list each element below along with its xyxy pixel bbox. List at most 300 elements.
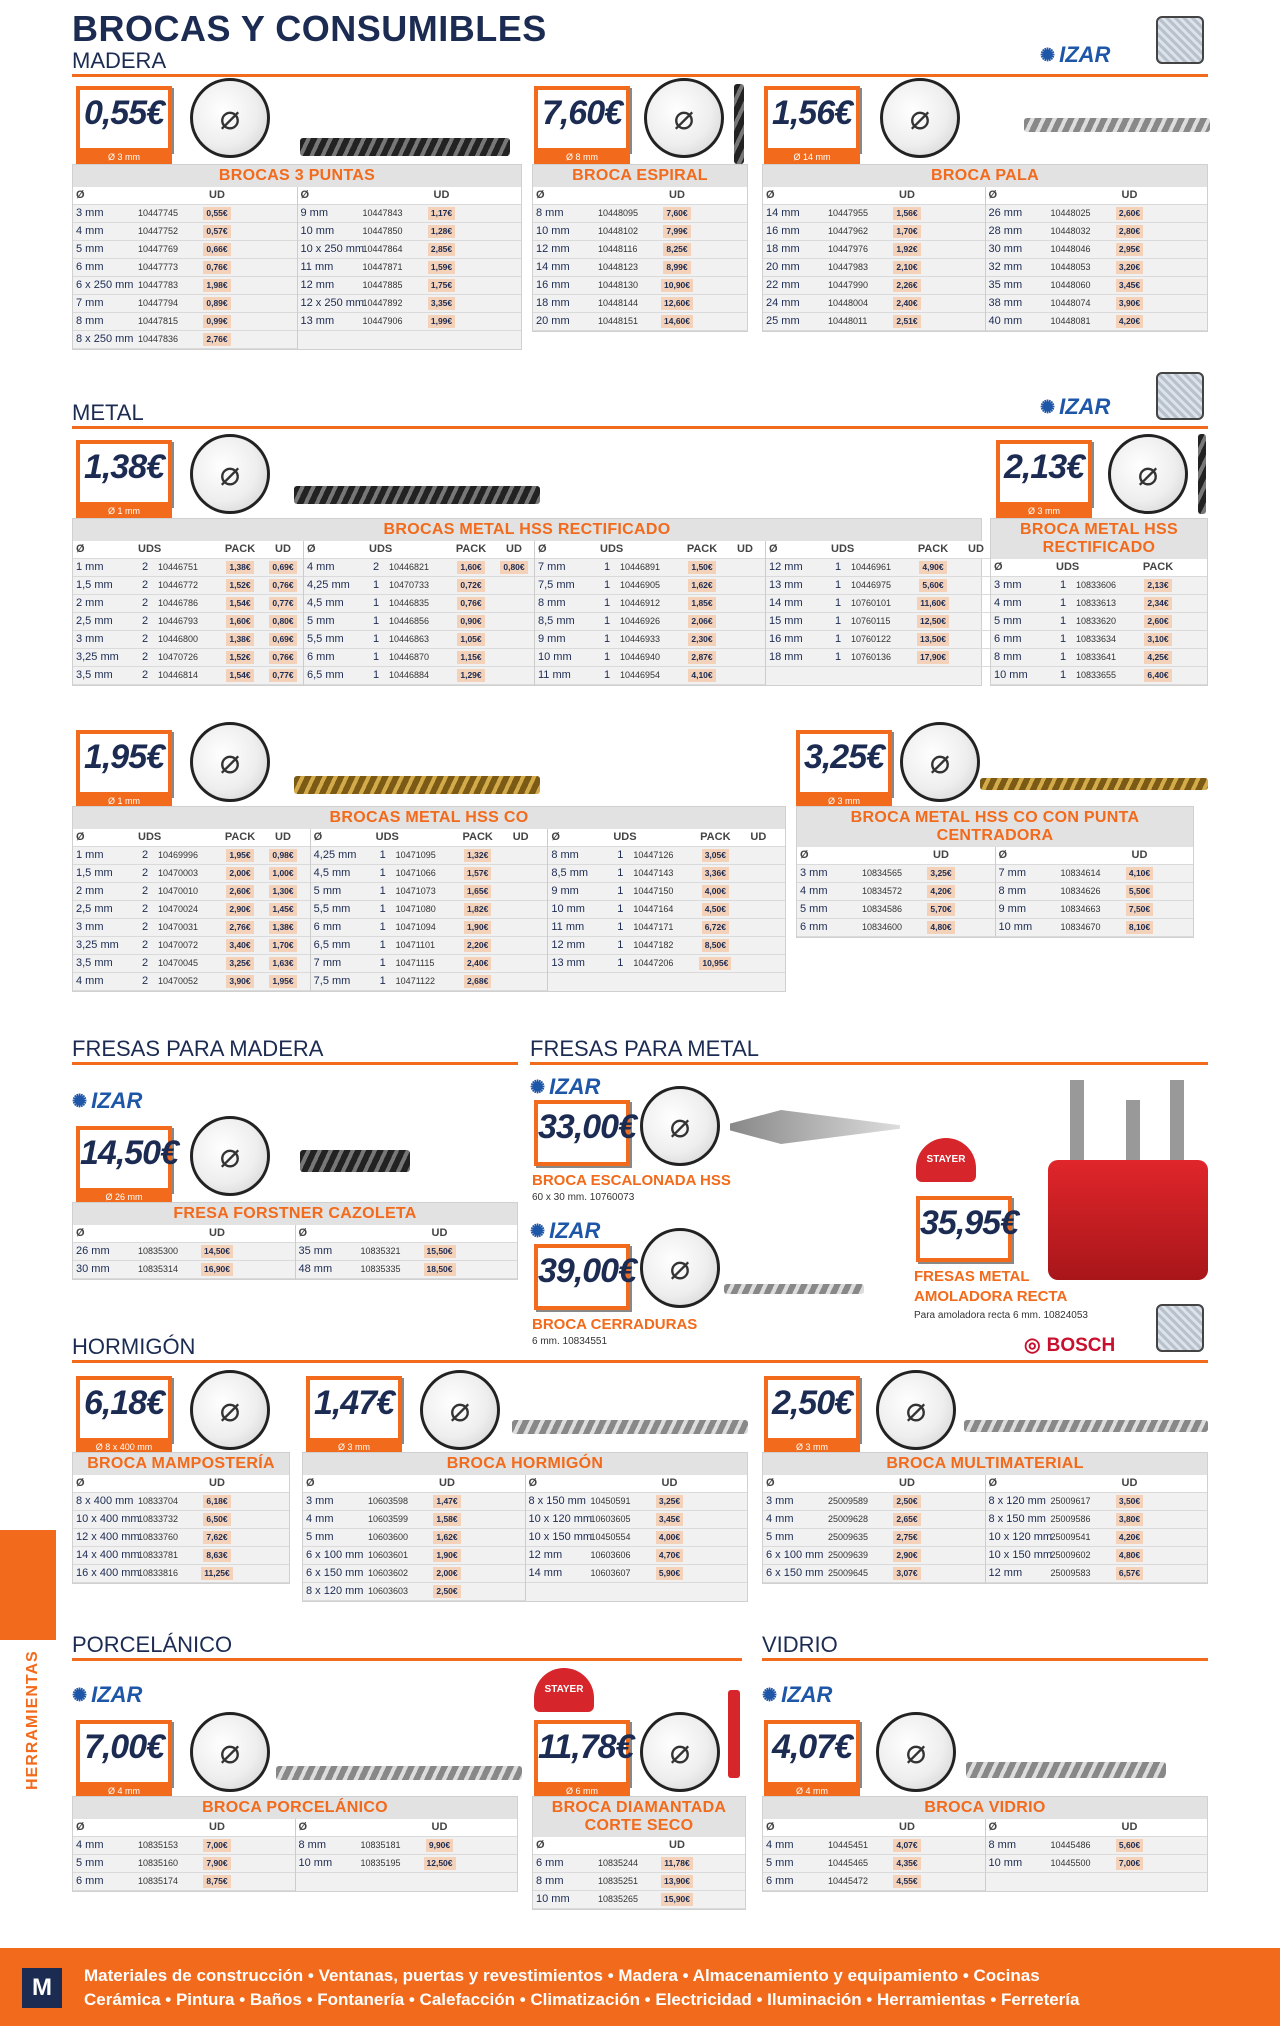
table-header	[303, 1475, 525, 1493]
table-row	[986, 1547, 1208, 1565]
price-value: 0,77€	[269, 669, 296, 682]
cell-ud	[420, 1837, 460, 1854]
cell-ref: 10833641	[1076, 652, 1117, 662]
price-value: 1,50€	[688, 561, 715, 574]
header-diameter: Ø	[994, 561, 1003, 573]
header-ref	[617, 541, 679, 558]
cell-diameter: 9 mm	[538, 633, 566, 645]
cell-ref: 10835181	[360, 1840, 401, 1850]
table-row	[986, 241, 1208, 259]
table-column	[73, 187, 298, 349]
cell-ud	[887, 1511, 927, 1528]
diamond-bit-icon: ⌀	[640, 1712, 720, 1792]
table-header	[986, 187, 1208, 205]
cell-uds: 1	[617, 939, 624, 951]
concrete-bit-image	[512, 1420, 748, 1434]
cell-ref: 25009602	[1050, 1550, 1091, 1560]
price-value: 2,60€	[1116, 207, 1143, 220]
cell-ud	[263, 901, 303, 918]
table-hss-rectificado	[72, 518, 982, 686]
table-row	[526, 1529, 748, 1547]
price-value: 1,60€	[457, 561, 484, 574]
cell-ud	[427, 1565, 467, 1582]
table-row	[304, 667, 534, 685]
cell-ud	[887, 1547, 927, 1564]
table-row	[763, 241, 985, 259]
cell-diameter: 6 mm	[76, 1875, 104, 1887]
cell-ud	[263, 559, 303, 576]
price-value: 14,50€	[201, 1245, 233, 1258]
table-header	[763, 1819, 985, 1837]
cell-diameter: 12 mm	[536, 243, 570, 255]
price-value: 2,34€	[1144, 597, 1171, 610]
table-row	[991, 595, 1207, 613]
price-value: 4,80€	[927, 921, 954, 934]
cell-ref: 10446835	[389, 598, 430, 608]
cell-diameter: 24 mm	[766, 297, 800, 309]
price-value: 0,57€	[203, 225, 230, 238]
cell-ud	[887, 223, 927, 240]
cell-ref: 10448004	[828, 298, 869, 308]
cell-ud	[1110, 1529, 1150, 1546]
izar-logo: ✺ IZAR	[1040, 394, 1111, 419]
table-title: BROCA PORCELÁNICO	[73, 1797, 517, 1819]
cell-ref: 10447206	[633, 958, 674, 968]
table-row	[766, 559, 996, 577]
table-column	[73, 829, 311, 991]
cell-ref: 10835244	[598, 1858, 639, 1868]
cell-ud	[725, 649, 765, 666]
cell-pack	[679, 667, 725, 684]
price-value: 14,60€	[661, 315, 693, 328]
header-pack: PACK	[224, 543, 256, 555]
cell-diameter: 14 mm	[536, 261, 570, 273]
cell-ud	[725, 667, 765, 684]
price-tag: 1,95€ Ø 1 mm	[76, 730, 172, 796]
product-label: FRESAS METAL	[914, 1268, 1030, 1285]
table-row	[548, 883, 785, 901]
header-diameter: Ø	[528, 1477, 538, 1489]
cell-ref: 10448011	[828, 316, 868, 326]
stayer-logo: STAYER	[534, 1668, 594, 1712]
header-pack: PACK	[686, 543, 718, 555]
table-row	[797, 883, 995, 901]
price-value: 0,69€	[269, 633, 296, 646]
cell-uds: 1	[834, 597, 842, 609]
price-value: 0,69€	[269, 561, 296, 574]
cell-ud	[197, 259, 237, 276]
cell-ud	[197, 1873, 237, 1890]
table-row	[298, 295, 522, 313]
cell-diameter: 6 mm	[536, 1857, 564, 1869]
star-icon: ✺	[762, 1684, 778, 1705]
cell-pack	[448, 613, 494, 630]
cell-ud	[494, 577, 534, 594]
cell-diameter: 2 mm	[76, 885, 104, 897]
price-value: 0,66€	[203, 243, 230, 256]
table-row	[73, 241, 297, 259]
twist-bit-icon: ⌀	[1108, 434, 1188, 514]
table-header	[526, 1475, 748, 1493]
wood-material-icon	[1156, 16, 1204, 64]
table-columns	[73, 1225, 517, 1279]
cell-ref: 10446856	[389, 616, 430, 626]
header-uds: UDS	[138, 831, 162, 843]
section-madera: MADERA	[72, 48, 167, 73]
cell-ref: 10447143	[633, 868, 674, 878]
header-uds: UDS	[375, 831, 399, 843]
price-value: 3,25€	[656, 1495, 683, 1508]
cell-ud	[263, 847, 303, 864]
cell-diameter: 1 mm	[76, 561, 104, 573]
table-row	[766, 613, 996, 631]
cell-ud	[1110, 241, 1150, 258]
cell-ref: 10833704	[138, 1496, 179, 1506]
table-row	[991, 613, 1207, 631]
cell-diameter: 7,5 mm	[313, 975, 351, 987]
cell-ud	[1110, 1837, 1150, 1854]
cell-diameter: 11 mm	[300, 261, 334, 273]
cell-uds: 1	[1059, 615, 1067, 627]
price-value: 8,63€	[203, 1549, 230, 1562]
cell-diameter: 4,25 mm	[313, 849, 357, 861]
price-value: 3,50€	[1116, 1495, 1143, 1508]
table-row	[73, 1243, 295, 1261]
table-row	[986, 313, 1208, 331]
table-columns	[73, 541, 984, 685]
cell-diameter: 4 mm	[307, 561, 335, 573]
cell-diameter: 16 mm	[536, 279, 570, 291]
table-brocas-3-puntas	[72, 164, 522, 350]
price-value: 1,70€	[893, 225, 920, 238]
step-bit-icon: ⌀	[640, 1086, 720, 1166]
cell-ref: 10447794	[138, 298, 179, 308]
cell-ud	[427, 1493, 467, 1510]
table-row	[73, 259, 297, 277]
header-ud: UD	[737, 543, 753, 555]
table-row	[763, 1529, 985, 1547]
table-row	[766, 649, 996, 667]
cell-ref: 10447990	[828, 280, 869, 290]
cell-diameter: 7 mm	[76, 297, 104, 309]
cell-ud	[725, 631, 765, 648]
price-value: 3,05€	[702, 849, 729, 862]
burr-set-case	[1048, 1160, 1208, 1280]
table-row	[533, 1891, 745, 1909]
cell-uds: 1	[834, 615, 842, 627]
cell-ud	[427, 1547, 467, 1564]
table-row	[311, 937, 548, 955]
cell-uds: 1	[1059, 597, 1067, 609]
cell-diameter: 15 mm	[769, 615, 803, 627]
cell-diameter: 3 mm	[800, 867, 828, 879]
cell-diameter: 6 mm	[76, 261, 104, 273]
cell-diameter: 3,25 mm	[76, 939, 119, 951]
cell-pack	[217, 883, 263, 900]
cell-ud	[263, 577, 303, 594]
cell-ref: 10760115	[851, 616, 891, 626]
burr-bit-image	[1126, 1100, 1140, 1160]
cell-diameter: 16 mm	[766, 225, 800, 237]
cell-ud	[657, 1873, 697, 1890]
cobalt-bit-image	[980, 778, 1208, 790]
table-row	[304, 595, 534, 613]
cell-pack	[448, 595, 494, 612]
lock-bit-icon: ⌀	[640, 1228, 720, 1308]
cell-ref: 10447164	[633, 904, 674, 914]
cell-diameter: 12 x 400 mm	[76, 1531, 140, 1543]
cell-uds: 1	[1059, 651, 1067, 663]
cell-diameter: 3 mm	[76, 633, 104, 645]
cell-diameter: 18 mm	[766, 243, 800, 255]
price-value: 5,50€	[1126, 885, 1153, 898]
cell-pack	[692, 955, 738, 972]
price-value: 0,89€	[203, 297, 230, 310]
izar-logo: ✺ IZAR	[72, 1088, 143, 1113]
cell-pack	[1135, 595, 1181, 612]
price-value: 2,76€	[226, 921, 253, 934]
price-tag: 6,18€ Ø 8 x 400 mm	[76, 1376, 172, 1442]
cell-diameter: 6,5 mm	[307, 669, 344, 681]
cell-ud	[422, 223, 462, 240]
table-row	[303, 1547, 525, 1565]
cell-ud	[725, 595, 765, 612]
cell-ud	[887, 241, 927, 258]
table-row	[311, 901, 548, 919]
cell-ud	[1110, 1547, 1150, 1564]
cell-uds: 1	[1059, 633, 1067, 645]
table-fresa-forstner	[72, 1202, 518, 1280]
section-vidrio: VIDRIO	[762, 1632, 838, 1657]
price-tag: 2,50€ Ø 3 mm	[764, 1376, 860, 1442]
price-value: 1,82€	[464, 903, 491, 916]
cell-ref: 10833760	[138, 1532, 179, 1542]
price-value: 2,00€	[226, 867, 253, 880]
header-ud: UD	[899, 189, 915, 201]
cell-ud	[427, 1529, 467, 1546]
price-value: 2,95€	[1116, 243, 1143, 256]
header-ref	[1048, 1475, 1110, 1492]
table-column	[763, 1819, 986, 1891]
cell-ud	[422, 277, 462, 294]
table-columns	[73, 829, 785, 991]
star-icon: ✺	[530, 1076, 546, 1097]
cell-ud	[263, 955, 303, 972]
table-row	[996, 883, 1194, 901]
cell-diameter: 35 mm	[988, 279, 1023, 291]
cell-ref: 10835174	[138, 1876, 179, 1886]
auger-bit-icon: ⌀	[644, 78, 724, 158]
metal-material-icon	[1156, 372, 1204, 420]
cell-pack	[679, 595, 725, 612]
cell-diameter: 38 mm	[988, 297, 1023, 309]
cell-ud	[657, 259, 697, 276]
cell-ud	[197, 205, 237, 222]
cell-uds: 1	[617, 903, 624, 915]
cell-ud	[1120, 901, 1160, 918]
divider	[72, 74, 1208, 77]
cell-ref: 10447871	[362, 262, 403, 272]
header-diameter: Ø	[800, 849, 809, 861]
price-value: 4,90€	[919, 561, 946, 574]
cell-ref: 10447171	[633, 922, 674, 932]
table-row	[986, 205, 1208, 223]
table-row	[298, 259, 522, 277]
header-diameter: Ø	[998, 849, 1008, 861]
cell-diameter: 18 mm	[769, 651, 803, 663]
header-ud: UD	[968, 543, 984, 555]
cell-diameter: 8 x 120 mm	[306, 1585, 364, 1597]
cell-diameter: 11 mm	[551, 921, 585, 933]
cell-diameter: 8 mm	[988, 1839, 1016, 1851]
table-row	[763, 1511, 985, 1529]
table-row	[535, 613, 765, 631]
cell-uds: 1	[372, 633, 380, 645]
header-ref	[588, 1475, 650, 1492]
cell-ref: 10446884	[389, 670, 430, 680]
price-tag: 14,50€ Ø 26 mm	[76, 1126, 172, 1192]
table-row	[797, 919, 995, 937]
table-header	[73, 1225, 295, 1243]
table-column	[991, 559, 1207, 685]
table-header	[311, 829, 548, 847]
header-ref	[848, 541, 910, 558]
cell-diameter: 5 mm	[307, 615, 335, 627]
cell-pack	[455, 847, 501, 864]
price-value: 2,68€	[464, 975, 491, 988]
table-header	[986, 1475, 1208, 1493]
bosch-icon: ◎	[1024, 1335, 1041, 1356]
price-tag: 1,47€ Ø 3 mm	[306, 1376, 402, 1442]
cell-diameter: 2,5 mm	[76, 615, 113, 627]
price-value: 4,50€	[702, 903, 729, 916]
cell-uds: 1	[1059, 669, 1067, 681]
header-uds: UDS	[138, 543, 162, 555]
cell-ref: 25009541	[1050, 1532, 1091, 1542]
cell-ud	[650, 1529, 690, 1546]
table-row	[73, 955, 310, 973]
price-value: 0,76€	[269, 579, 296, 592]
cell-diameter: 8 mm	[536, 1875, 564, 1887]
header-ud: UD	[209, 1227, 225, 1239]
cell-uds: 1	[603, 561, 611, 573]
cell-ud	[501, 901, 541, 918]
cell-ref: 10603602	[368, 1568, 409, 1578]
cell-ud	[263, 919, 303, 936]
price-value: 5,60€	[1116, 1839, 1143, 1852]
table-broca-vidrio	[762, 1796, 1208, 1892]
table-row	[296, 1261, 518, 1279]
cell-ref: 10834670	[1060, 922, 1101, 932]
cell-ref: 10835160	[138, 1858, 179, 1868]
cell-diameter: 4,25 mm	[307, 579, 350, 591]
table-row	[991, 667, 1207, 685]
table-header	[533, 187, 747, 205]
table-row	[73, 1511, 289, 1529]
cell-diameter: 8 x 150 mm	[528, 1495, 586, 1507]
bosch-logo: ◎ BOSCH	[1024, 1334, 1116, 1356]
header-ud: UD	[512, 831, 529, 843]
price-value: 6,40€	[1144, 669, 1171, 682]
cell-diameter: 6 mm	[307, 651, 335, 663]
cell-diameter: 22 mm	[766, 279, 800, 291]
table-column	[304, 541, 535, 685]
cell-ud	[887, 1529, 927, 1546]
cell-uds: 1	[834, 561, 842, 573]
cell-uds: 2	[141, 903, 149, 915]
cell-diameter: 30 mm	[988, 243, 1023, 255]
table-row	[311, 919, 548, 937]
cell-diameter: 16 mm	[769, 633, 803, 645]
header-ref	[135, 1819, 197, 1836]
price-value: 1,38€	[226, 561, 253, 574]
table-column	[986, 187, 1208, 331]
cell-pack	[1135, 631, 1181, 648]
cell-ud	[1120, 883, 1160, 900]
price-value: 3,45€	[656, 1513, 683, 1526]
cell-ud	[887, 1837, 927, 1854]
price-value: 5,70€	[927, 903, 954, 916]
table-row	[526, 1493, 748, 1511]
table-broca-diamantada	[532, 1796, 746, 1910]
price-value: 1,58€	[433, 1513, 460, 1526]
cell-ref: 10835314	[138, 1264, 179, 1274]
cell-ref: 10448123	[598, 262, 639, 272]
price-value: 2,65€	[893, 1513, 920, 1526]
price-value: 6,72€	[702, 921, 729, 934]
table-column	[986, 1475, 1208, 1583]
cell-diameter: 4,5 mm	[307, 597, 344, 609]
price-value: 4,00€	[656, 1531, 683, 1544]
cell-diameter: 3 mm	[76, 921, 104, 933]
table-row	[296, 1837, 518, 1855]
table-row	[991, 649, 1207, 667]
cell-ref: 10833781	[138, 1550, 179, 1560]
cell-ud	[921, 919, 961, 936]
price-value: 1,63€	[269, 957, 296, 970]
cell-ref: 10447745	[138, 208, 179, 218]
table-row	[311, 847, 548, 865]
table-row	[533, 223, 747, 241]
cell-ref: 10446926	[620, 616, 661, 626]
cell-ud	[197, 1511, 237, 1528]
cell-ud	[422, 259, 462, 276]
price-value: 0,72€	[457, 579, 484, 592]
cell-ud	[1110, 1493, 1150, 1510]
cell-diameter: 16 x 400 mm	[76, 1567, 140, 1579]
price-value: 1,62€	[433, 1531, 460, 1544]
price-value: 9,90€	[426, 1839, 453, 1852]
price-value: 2,50€	[433, 1585, 460, 1598]
cell-ref: 10448151	[598, 316, 639, 326]
multimaterial-bit-image	[964, 1420, 1208, 1432]
price-value: 3,25€	[226, 957, 253, 970]
price-value: 1,57€	[464, 867, 491, 880]
cell-diameter: 8 mm	[536, 207, 564, 219]
cell-uds: 2	[141, 669, 149, 681]
price-value: 5,60€	[919, 579, 946, 592]
cell-pack	[217, 649, 263, 666]
cell-ref: 10447815	[138, 316, 179, 326]
cell-ref: 10448116	[598, 244, 638, 254]
price-value: 3,07€	[893, 1567, 920, 1580]
cell-ref: 10447976	[828, 244, 869, 254]
header-ud: UD	[209, 1821, 225, 1833]
header-ud: UD	[1131, 849, 1148, 861]
cell-ud	[197, 223, 237, 240]
cell-diameter: 4 mm	[76, 1839, 104, 1851]
table-columns	[763, 187, 1207, 331]
